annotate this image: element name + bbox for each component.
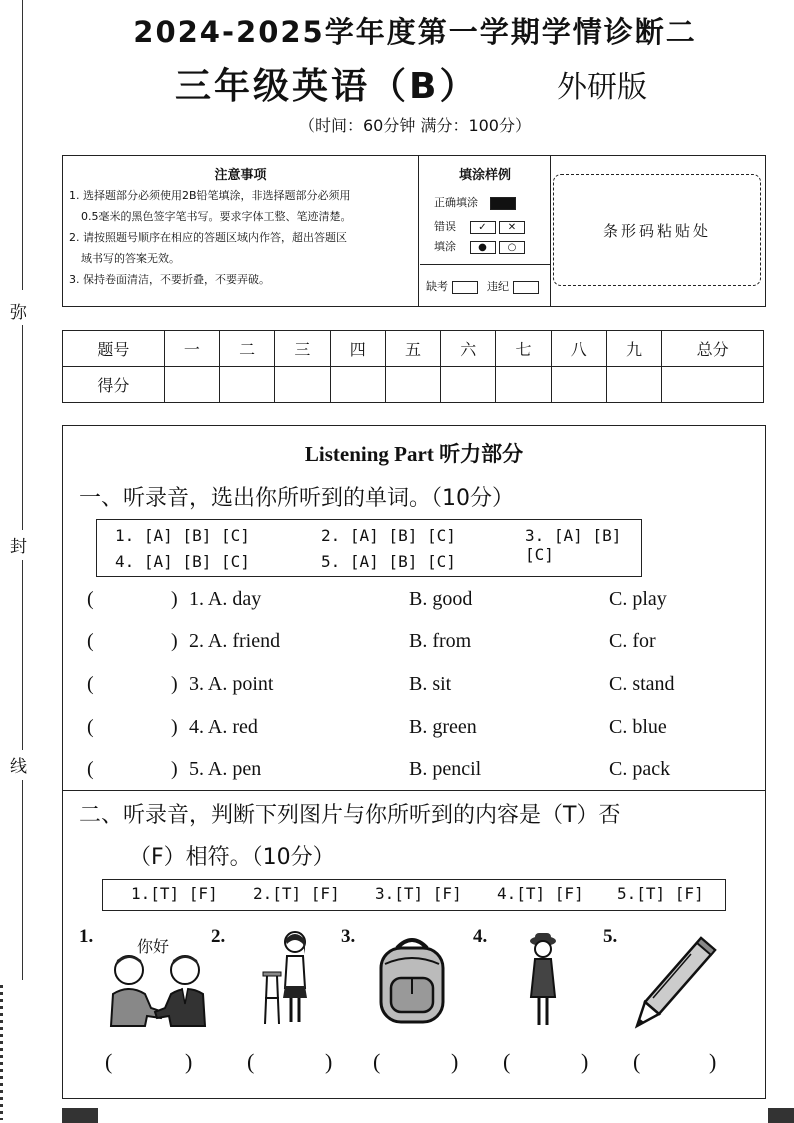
margin-char-feng: 封 [10,537,27,557]
checkmark-icon: ✓ [470,221,496,234]
picture-number: 1. [79,926,94,947]
open-paren: ( [87,588,94,610]
violation-checkbox[interactable] [513,281,539,294]
rule-line: 0.5毫米的黑色签字笔书写。要求字体工整、笔迹清楚。 [81,210,352,223]
score-cell[interactable] [551,367,606,403]
open-paren: ( [87,716,94,738]
question-row [87,758,747,788]
option-c: C. for [609,630,656,652]
option-a: 2. A. friend [189,630,281,652]
correct-fill-label: 正确填涂 [434,196,478,209]
option-a: 1. A. day [189,588,262,610]
option-a: 3. A. point [189,673,274,695]
answer-bubble-row[interactable]: 3. [A] [B] [C] [525,526,622,564]
exam-subject: 三年级英语（B） [175,66,479,107]
score-cell[interactable] [385,367,440,403]
open-paren: ( [105,1049,113,1074]
sample-column [420,156,551,306]
wrong-fill-label: 错误 [434,220,456,233]
handshake-icon [103,948,213,1030]
answer-blank[interactable]: ) [185,1049,193,1074]
score-header-cell: 二 [220,331,275,367]
score-cell[interactable] [330,367,385,403]
tf-bubble[interactable]: 1.[T] [F] [131,884,218,903]
score-cell[interactable] [441,367,496,403]
solid-fill-icon [490,197,516,210]
option-c: C. pack [609,758,671,780]
score-cell[interactable] [496,367,551,403]
tf-bubble[interactable]: 4.[T] [F] [497,884,584,903]
rule-line: 域书写的答案无效。 [81,252,180,265]
section2-title: 二、听录音，判断下列图片与你所听到的内容是（T）否 [79,803,621,828]
violation-label: 违纪 [487,280,509,293]
score-row [63,367,764,403]
margin-char-mi: 弥 [10,303,27,323]
part-title: Listening Part 听力部分 [304,442,524,466]
score-header-cell: 四 [330,331,385,367]
answer-blank[interactable]: ) [171,673,178,695]
open-paren: ( [87,673,94,695]
edition-label: 外研版 [557,70,647,105]
option-b: B. good [409,588,473,610]
score-header-cell: 八 [551,331,606,367]
answer-blank[interactable]: ) [709,1049,717,1074]
footer-mark [62,1108,98,1123]
score-header-cell: 六 [441,331,496,367]
option-b: B. pencil [409,758,482,780]
binding-line [22,325,23,530]
score-cell[interactable] [662,367,764,403]
option-b: B. sit [409,673,452,695]
option-c: C. blue [609,716,667,738]
girl-standing-icon [259,928,319,1030]
listening-section [62,425,766,1099]
binding-line [22,780,23,980]
section2-title-cont: （F）相符。（10分） [129,845,335,870]
open-paren: ( [373,1049,381,1074]
option-c: C. play [609,588,667,610]
binding-line [22,560,23,750]
option-c: C. stand [609,673,675,695]
score-cell[interactable] [220,367,275,403]
section1-answer-box [96,519,642,577]
score-cell[interactable] [275,367,330,403]
exam-title: 2024-2025学年度第一学期学情诊断二 [133,15,697,49]
section1-title: 一、听录音，选出你所听到的单词。（10分） [79,486,514,511]
answer-blank[interactable]: ) [325,1049,333,1074]
score-cell[interactable] [606,367,661,403]
option-b: B. green [409,716,477,738]
answer-blank[interactable]: ) [451,1049,459,1074]
answer-bubble-row[interactable]: 2. [A] [B] [C] [321,526,456,545]
absent-checkbox[interactable] [452,281,478,294]
absent-label: 缺考 [426,280,448,293]
section-divider [63,790,765,791]
open-paren: ( [633,1049,641,1074]
score-header-cell: 总分 [662,331,764,367]
question-row [87,588,747,618]
exam-info: （时间：60分钟 满分：100分） [299,116,531,135]
margin-char-xian: 线 [10,757,27,777]
tf-bubble[interactable]: 5.[T] [F] [617,884,704,903]
answer-blank[interactable]: ) [581,1049,589,1074]
tf-bubble[interactable]: 3.[T] [F] [375,884,462,903]
score-header-cell: 七 [496,331,551,367]
picture-number: 5. [603,926,618,947]
rule-line: 2. 请按照题号顺序在相应的答题区域内作答，超出答题区 [69,231,347,244]
cross-icon: ✕ [499,221,525,234]
score-header-cell: 九 [606,331,661,367]
perforation-dots [0,985,3,1120]
notice-rules-column [63,156,419,306]
score-table [62,330,764,403]
score-header-cell: 一 [164,331,219,367]
score-header-row [63,331,764,367]
speech-caption: 你好 [137,937,170,956]
answer-blank[interactable]: ) [171,716,178,738]
backpack-icon [373,934,451,1026]
question-row [87,673,747,703]
open-paren: ( [87,758,94,780]
picture-number: 2. [211,926,226,947]
tf-bubble[interactable]: 2.[T] [F] [253,884,340,903]
section2-answer-box [102,879,726,911]
score-cell[interactable] [164,367,219,403]
open-paren: ( [87,630,94,652]
pencil-icon [631,934,719,1030]
option-a: 4. A. red [189,716,258,738]
wrong-fill-label-2: 填涂 [434,240,456,253]
open-paren: ( [503,1049,511,1074]
question-row [87,630,747,660]
score-header-cell: 题号 [63,331,165,367]
option-a: 5. A. pen [189,758,262,780]
picture-number: 4. [473,926,488,947]
footer-mark [768,1108,794,1123]
option-b: B. from [409,630,472,652]
answer-bubble-row[interactable]: 4. [A] [B] [C] [115,552,250,571]
notice-heading: 注意事项 [214,168,267,183]
filled-dot-icon: ● [470,241,496,254]
girl-hat-icon [523,931,563,1031]
barcode-area: 条形码粘贴处 [553,174,761,286]
answer-bubble-row[interactable]: 1. [A] [B] [C] [115,526,250,545]
score-header-cell: 五 [385,331,440,367]
notice-panel [62,155,766,307]
answer-blank[interactable]: ) [171,630,178,652]
picture-number: 3. [341,926,356,947]
answer-blank[interactable]: ) [171,758,178,780]
question-row [87,716,747,746]
score-header-cell: 三 [275,331,330,367]
score-row-label: 得分 [63,367,165,403]
sample-heading: 填涂样例 [458,168,511,183]
rule-line: 3. 保持卷面清洁，不要折叠，不要弄破。 [69,273,270,286]
answer-bubble-row[interactable]: 5. [A] [B] [C] [321,552,456,571]
answer-blank[interactable]: ) [171,588,178,610]
open-paren: ( [247,1049,255,1074]
rule-line: 1. 选择题部分必须使用2B铅笔填涂，非选择题部分必须用 [69,189,351,202]
hollow-dot-icon: ○ [499,241,525,254]
